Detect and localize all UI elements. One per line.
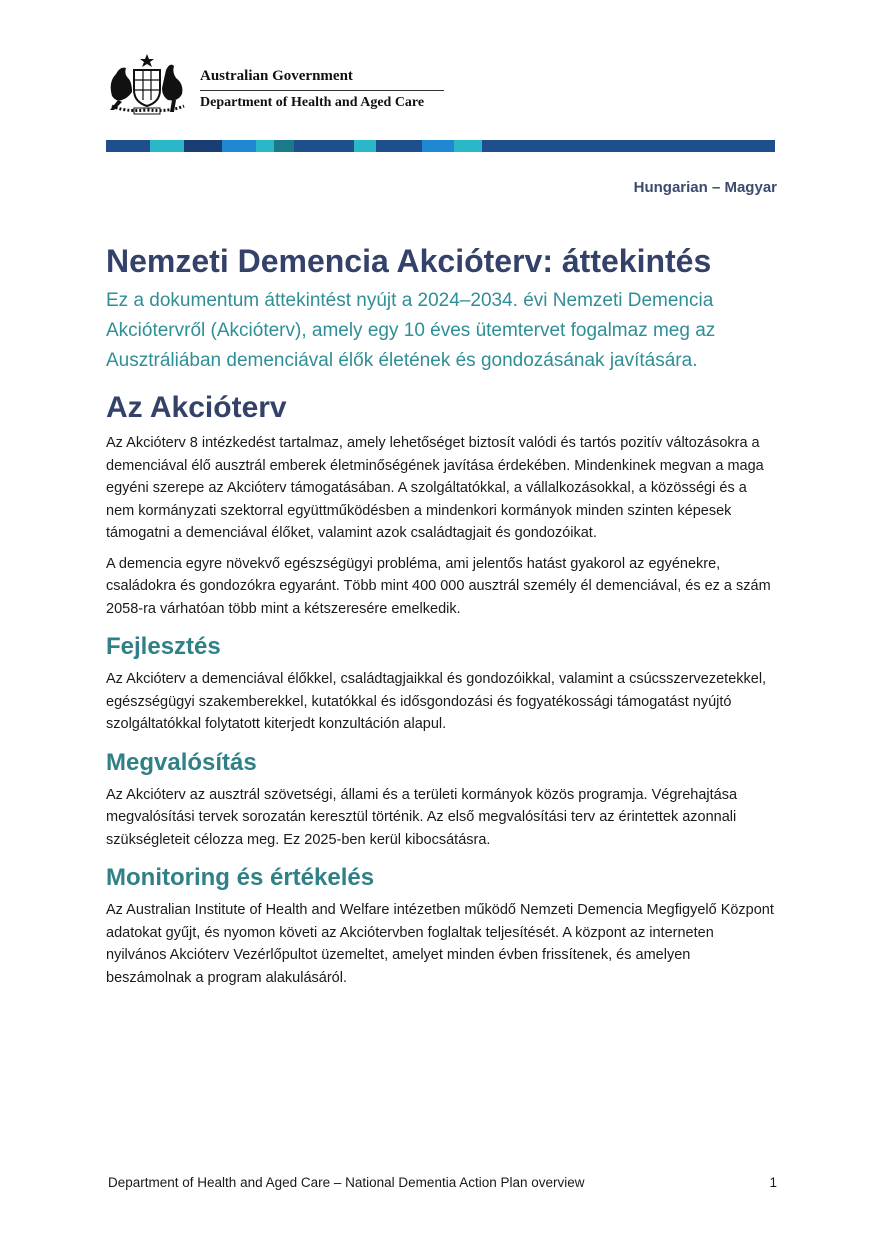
akcioterv-paragraph-2: A demencia egyre növekvő egészségügyi probléma, ami jelentős hatást gyakorol az egyénekre, családokra és gondozókra egyaránt. Több mint 400 000 ausztrál személy él demenciával, és ez a szám 2058-ra várhatóan több mint a kétszeresére emelkedik. — [106, 555, 771, 617]
section-heading-akcioterv: Az Akcióterv — [106, 391, 287, 424]
decorative-color-bar — [106, 140, 775, 152]
page-title: Nemzeti Demencia Akcióterv: áttekintés — [106, 243, 712, 279]
government-logo — [104, 52, 454, 118]
section-heading-megvalositas: Megvalósítás — [106, 748, 257, 776]
intro-paragraph: Ez a dokumentum áttekintést nyújt a 2024–2034. évi Nemzeti Demencia Akciótervről (Akcióterv), amely egy 10 éves ütemtervet fogalmaz meg az Ausztráliában demenciával élők életének és gondozásának javítására. — [106, 290, 716, 371]
main-content — [106, 242, 778, 989]
akcioterv-paragraph-1: Az Akcióterv 8 intézkedést tartalmaz, amely lehetőséget biztosít valódi és tartós pozitív változásokra a demenciával élő ausztrál emberek életminőségének javítása érdekében. Mindenkinek megvan a maga egyéni szerepe az Akcióterv támogatásában. A szolgáltatókkal, a vállalkozásokkal, a közösségi és a nem kormányzati szektorral együttműködésben a mindenkori kormányok minden szinten képesek támogatni a demenciával élőket, valamint azok családtagjait és gondozóikat. — [106, 435, 764, 541]
megvalositas-paragraph: Az Akcióterv az ausztrál szövetségi, állami és a területi kormányok közös programja. Végrehajtása megvalósítási tervek sorozatán keresztül történik. Az első megvalósítási terv az érintettek azonnali szükségleteit célozza meg. Ez 2025-ben kerül kibocsátásra. — [106, 786, 738, 848]
logo-divider — [200, 90, 444, 91]
language-label: Hungarian – Magyar — [633, 179, 777, 196]
department-name: Department of Health and Aged Care — [200, 95, 425, 110]
monitoring-paragraph: Az Australian Institute of Health and Welfare intézetben működő Nemzeti Demencia Megfigyelő Központ adatokat gyűjt, és nyomon követi az Akciótervben foglaltak teljesítését. A központ az interneten nyilvános Akcióterv Vezérlőpultot üzemeltet, amelyet minden évben frissítenek, és amelyen beszámolnak a program alakulásáról. — [106, 902, 774, 986]
fejlesztes-paragraph: Az Akcióterv a demenciával élőkkel, családtagjaikkal és gondozóikkal, valamint a csúcsszervezetekkel, egészségügyi szakemberekkel, kutatókkal és idősgondozási és fogyatékossági támogatást nyújtó szolgáltatókkal folytatott kiterjedt konzultáción alapul. — [106, 671, 767, 732]
section-heading-fejlesztes: Fejlesztés — [106, 633, 221, 660]
page-number: 1 — [769, 1175, 777, 1190]
government-name: Australian Government — [200, 68, 353, 84]
footer-text: Department of Health and Aged Care – National Dementia Action Plan overview — [108, 1175, 585, 1190]
section-heading-monitoring: Monitoring és értékelés — [106, 864, 375, 891]
coat-of-arms-icon — [104, 52, 190, 116]
